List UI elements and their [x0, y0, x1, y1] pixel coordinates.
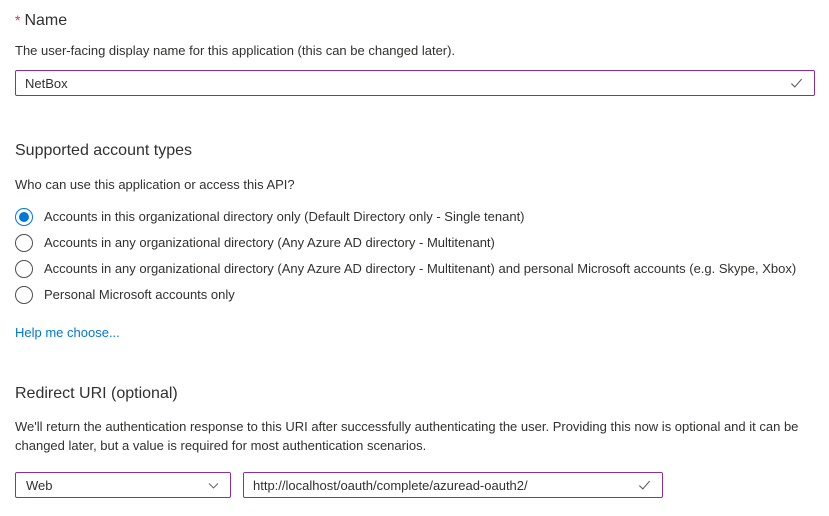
name-section-title: [15, 10, 815, 31]
chevron-down-icon: [207, 479, 220, 492]
name-title-text: Name: [24, 12, 68, 29]
radio-option-multitenant-personal[interactable]: [15, 256, 815, 282]
radio-button-icon[interactable]: [15, 208, 33, 226]
radio-option-label: Accounts in this organizational directory only (Default Directory only - Single tenant): [44, 209, 525, 224]
name-input-wrap: [15, 70, 815, 96]
radio-option-single-tenant[interactable]: [15, 204, 815, 230]
name-section: [15, 10, 815, 96]
help-me-choose-link[interactable]: Help me choose...: [15, 325, 120, 340]
radio-button-icon[interactable]: [15, 286, 33, 304]
checkmark-icon: [789, 76, 804, 91]
name-description: The user-facing display name for this application (this can be changed later).: [15, 43, 456, 58]
radio-button-icon[interactable]: [15, 234, 33, 252]
account-types-question: Who can use this application or access this API?: [15, 177, 295, 192]
platform-selected-value: Web: [26, 477, 53, 493]
redirect-uri-input[interactable]: [243, 472, 663, 498]
redirect-uri-section: [15, 383, 815, 498]
radio-option-label: Personal Microsoft accounts only: [44, 287, 235, 302]
redirect-uri-title: Redirect URI (optional): [15, 385, 178, 402]
account-types-section: [15, 140, 815, 342]
redirect-uri-row: [15, 472, 815, 498]
radio-option-label: Accounts in any organizational directory (Any Azure AD directory - Multitenant): [44, 235, 495, 250]
radio-button-icon[interactable]: [15, 260, 33, 278]
required-asterisk: *: [15, 12, 21, 28]
account-types-title: Supported account types: [15, 142, 193, 159]
uri-input-wrap: [243, 472, 663, 498]
radio-option-personal-only[interactable]: [15, 282, 815, 308]
platform-select-dropdown[interactable]: [15, 472, 231, 498]
checkmark-icon: [637, 478, 652, 493]
account-types-radio-group: [15, 204, 815, 308]
radio-option-label: Accounts in any organizational directory (Any Azure AD directory - Multitenant) and personal Microsoft accounts (e.g. Skype, Xbox): [44, 261, 797, 276]
radio-option-multitenant[interactable]: [15, 230, 815, 256]
name-input[interactable]: [15, 70, 815, 96]
redirect-uri-description: We'll return the authentication response to this URI after successfully authenticating the user. Providing this now is optional and it can be changed later, but a value is required for most authentication scenarios.: [15, 419, 799, 453]
